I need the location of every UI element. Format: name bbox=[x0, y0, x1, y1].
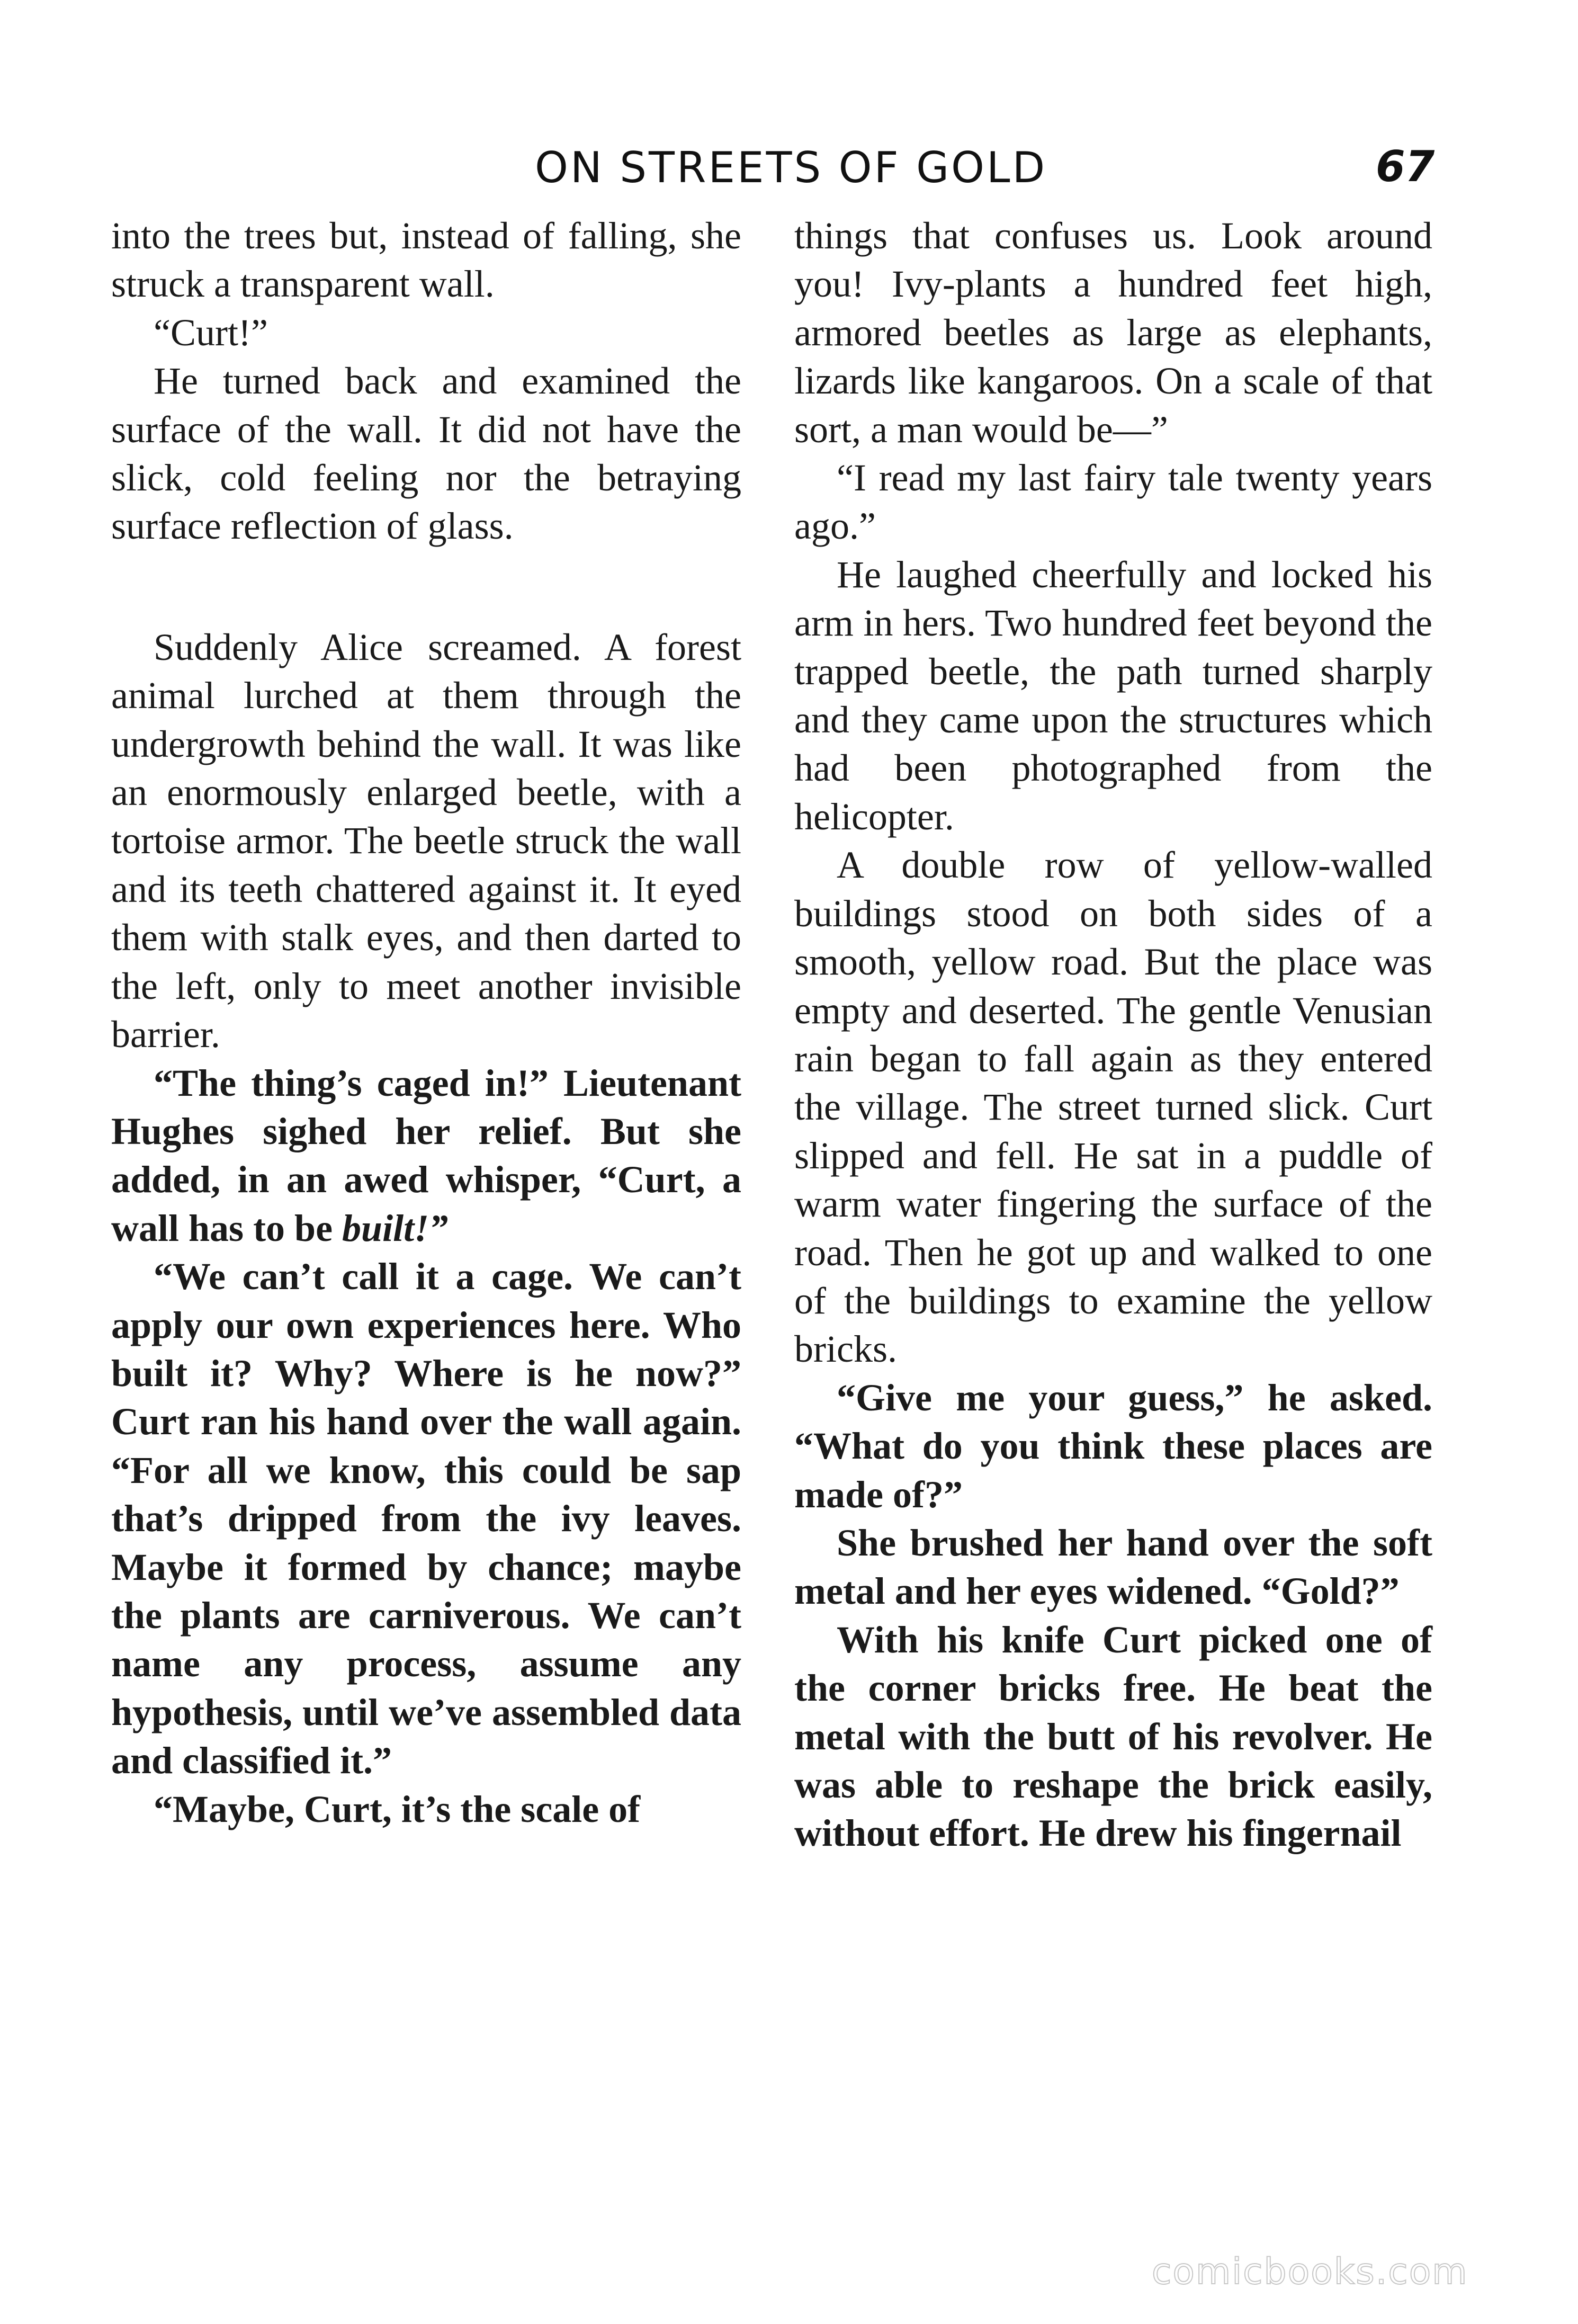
page-header bbox=[0, 143, 1578, 201]
paragraph: “Curt!” bbox=[154, 311, 268, 354]
paragraph: She brushed her hand over the soft metal and her eyes widened. “Gold?” bbox=[794, 1521, 1432, 1613]
paragraph-text: “The thing’s caged in!” Lieutenant Hughes sighed her relief. But she added, in an awed whisper, “Curt, a wall has to be bbox=[111, 1061, 741, 1249]
paragraph: things that confuses us. Look around you! Ivy-plants a hundred feet high, armored beetles as large as elephants, lizards like kangaroos. On a scale of that sort, a man would be—” bbox=[794, 214, 1432, 451]
paragraph: into the trees but, instead of falling, she struck a transparent wall. bbox=[111, 214, 741, 306]
watermark: comicbooks.com bbox=[1152, 2251, 1468, 2293]
paragraph: “I read my last fairy tale twenty years ago.” bbox=[794, 457, 1432, 548]
paragraph: He turned back and examined the surface of the wall. It did not have the slick, cold feeling nor the betraying surface reflection of glass. bbox=[111, 360, 741, 548]
paragraph: With his knife Curt picked one of the corner bricks free. He beat the metal with the butt of his revolver. He was able to reshape the brick easily, without effort. He drew his fingernail bbox=[794, 1618, 1432, 1855]
section-break bbox=[111, 551, 741, 623]
paragraph: “We can’t call it a cage. We can’t apply our own experiences here. Who built it? Why? Where is he now?” Curt ran his hand over the wall again. “For all we know, this could be sap that’s dripped from the ivy leaves. Maybe it formed by chance; maybe the plants are carniverous. We can’t name any process, assume any hypothesis, until we’ve assembled data and classified it.” bbox=[111, 1255, 741, 1782]
paragraph: “Give me your guess,” he asked. “What do you think these places are made of?” bbox=[794, 1376, 1432, 1516]
left-column bbox=[111, 212, 741, 1834]
paragraph: He laughed cheerfully and locked his arm in hers. Two hundred feet beyond the trapped beetle, the path turned sharply and they came upon the structures which had been photographed from the helicopter. bbox=[794, 553, 1432, 838]
emphasis-text: built!” bbox=[342, 1206, 449, 1249]
paragraph bbox=[111, 1059, 741, 1253]
paragraph: “Maybe, Curt, it’s the scale of bbox=[154, 1787, 641, 1830]
page-number: 67 bbox=[1376, 142, 1435, 191]
paragraph: A double row of yellow-walled buildings stood on both sides of a smooth, yellow road. But the place was empty and deserted. The gentle Venusian rain began to fall again as they entered the village. The street turned slick. Curt slipped and fell. He sat in a puddle of warm water fingering the surface of the road. Then he got up and walked to one of the buildings to examine the yellow bricks. bbox=[794, 844, 1432, 1371]
paragraph: Suddenly Alice screamed. A forest animal lurched at them through the undergrowth behind the wall. It was like an enormously enlarged beetle, with a tortoise armor. The beetle struck the wall and its teeth chattered against it. It eyed them with stalk eyes, and then darted to the left, only to meet another invisible barrier. bbox=[111, 625, 741, 1056]
running-title: ON STREETS OF GOLD bbox=[535, 143, 1047, 192]
right-column bbox=[794, 212, 1432, 1858]
